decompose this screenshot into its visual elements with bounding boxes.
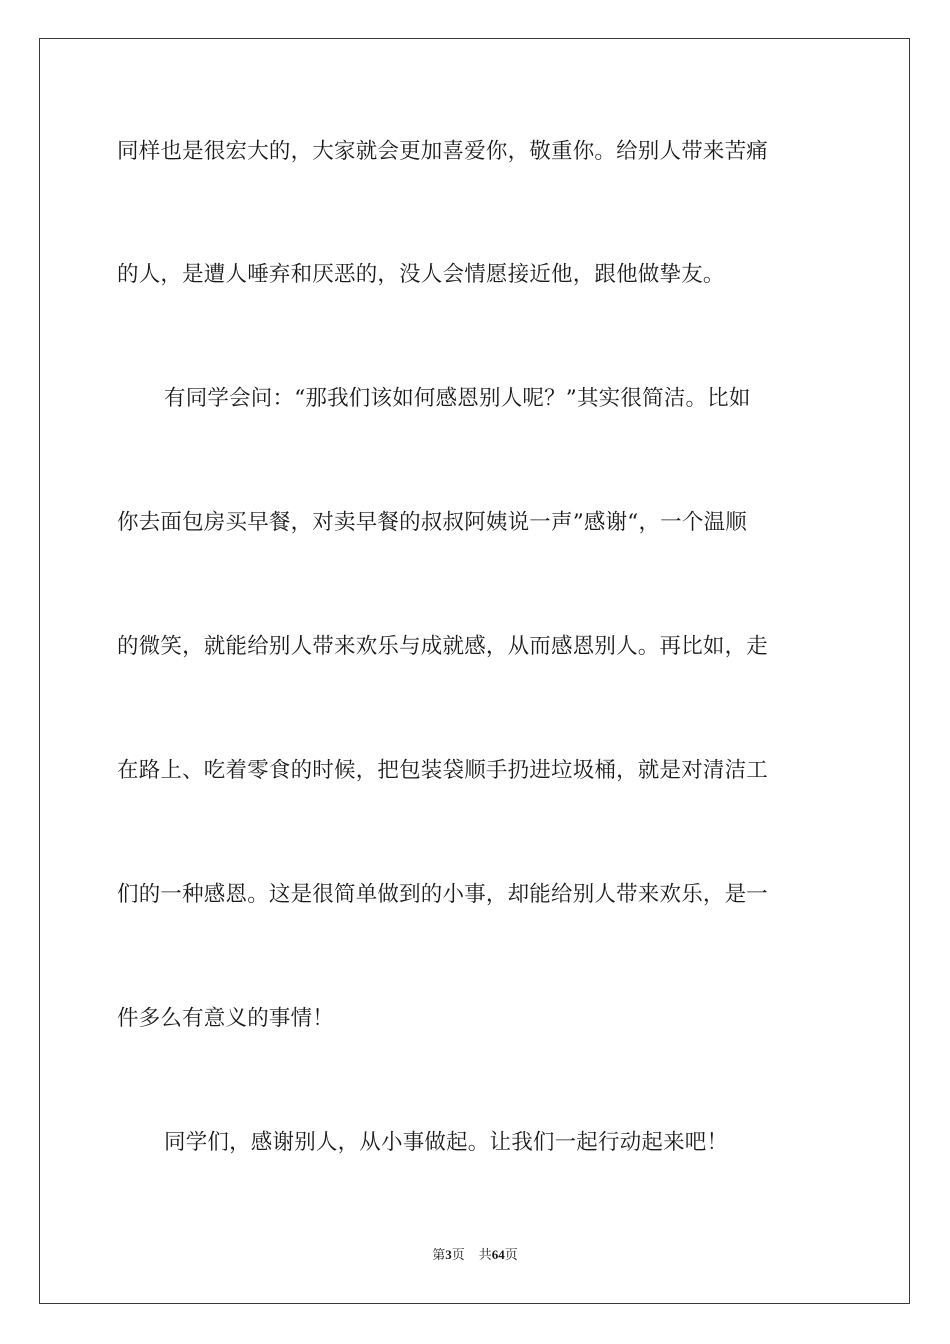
page-suffix: 页: [451, 1248, 465, 1263]
text-line-9: 同学们，感谢别人，从小事做起。让我们一起行动起来吧！: [164, 1130, 729, 1155]
text-line-6: 在路上、吃着零食的时候，把包装袋顺手扔进垃圾桶，就是对清洁工: [117, 758, 769, 783]
total-suffix: 页: [504, 1248, 518, 1263]
text-line-7: 们的一种感恩。这是很简单做到的小事，却能给别人带来欢乐，是一: [117, 882, 769, 907]
total-pages: 64: [491, 1247, 505, 1262]
page-number: 3: [445, 1247, 452, 1262]
text-line-2: 的人，是遭人唾弃和厌恶的，没人会情愿接近他，跟他做挚友。: [117, 262, 725, 287]
total-prefix: 共: [478, 1248, 492, 1263]
text-line-4: 你去面包房买早餐，对卖早餐的叔叔阿姨说一声”感谢“，一个温顺: [117, 510, 747, 535]
page-prefix: 第: [432, 1248, 446, 1263]
text-line-5: 的微笑，就能给别人带来欢乐与成就感，从而感恩别人。再比如，走: [117, 634, 769, 659]
text-line-3: 有同学会问：“那我们该如何感恩别人呢？”其实很简洁。比如: [164, 386, 751, 411]
page-border: [39, 38, 910, 1304]
text-line-8: 件多么有意义的事情！: [117, 1006, 335, 1031]
page-footer: [0, 1246, 950, 1265]
text-line-1: 同样也是很宏大的，大家就会更加喜爱你，敬重你。给别人带来苦痛: [117, 139, 769, 164]
